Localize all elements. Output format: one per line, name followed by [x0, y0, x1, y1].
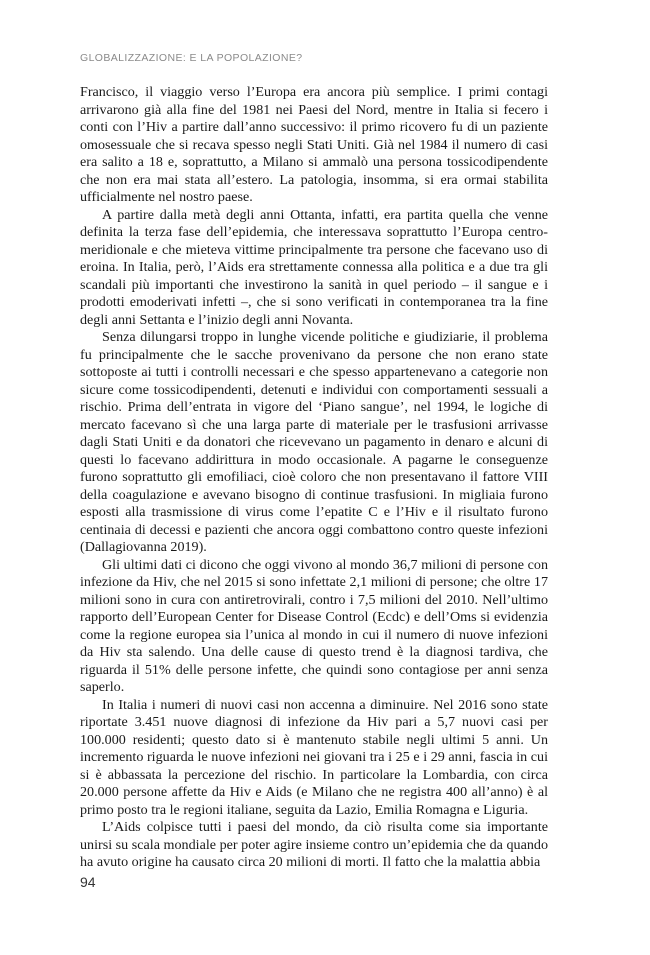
paragraph: Gli ultimi dati ci dicono che oggi vivono al mondo 36,7 milioni di persone con infezione da Hiv, che nel 2015 si sono infettate 2,1 milioni di persone; che oltre 17 milioni sono in cura con antiretrovirali, contro i 7,5 milioni del 2010. Nell’ultimo rapporto dell’European Center for Disease Control (Ecdc) e dell’Oms si evidenzia come la regione europea sia l’unica al mondo in cui il numero di nuove infezioni da Hiv sta salendo. Una delle cause di questo trend è la diagnosi tardiva, che riguarda il 51% delle persone infette, che quindi sono contagiose per anni senza saperlo. [80, 556, 548, 695]
body-text [80, 84, 548, 872]
paragraph: Senza dilungarsi troppo in lunghe vicende politiche e giudiziarie, il problema fu principalmente che le sacche provenivano da persone che non erano state sottoposte ai tutti i controlli necessari e che spesso appartenevano a categorie non sicure come tossicodipendenti, detenuti e individui con comportamenti sessuali a rischio. Prima dell’entrata in vigore del ‘Piano sangue’, nel 1994, le logiche di mercato facevano sì che una larga parte di materiale per le trasfusioni arrivasse dagli Stati Uniti e da donatori che ricevevano un pagamento in denaro e alcuni di questi lo facevano addirittura in modo occasionale. A pagarne le conseguenze furono soprattutto gli emofiliaci, cioè coloro che non presentavano il fattore VIII della coagulazione e avevano bisogno di continue trasfusioni. In migliaia furono esposti alla trasmissione di virus come l’epatite C e l’Hiv e il risultato furono centinaia di decessi e pazienti che ancora oggi combattono contro queste infezioni (Dallagiovanna 2019). [80, 329, 548, 555]
page-number: 94 [80, 874, 96, 890]
paragraph: Francisco, il viaggio verso l’Europa era ancora più semplice. I primi contagi arrivarono già alla fine del 1981 nei Paesi del Nord, mentre in Italia si fecero i conti con l’Hiv a partire dall’anno successivo: il primo ricovero fu di un paziente omosessuale che si recava spesso negli Stati Uniti. Già nel 1984 il numero di casi era salito a 18 e, soprattutto, a Milano si ammalò una persona tossicodipendente che non era mai stata all’estero. La patologia, insomma, si era ormai stabilita ufficialmente nel nostro paese. [80, 84, 548, 205]
running-header: GLOBALIZZAZIONE: E LA POPOLAZIONE? [80, 52, 303, 64]
paragraph: In Italia i numeri di nuovi casi non accenna a diminuire. Nel 2016 sono state riportate 3.451 nuove diagnosi di infezione da Hiv pari a 5,7 nuovi casi per 100.000 residenti; questo dato si è mantenuto stabile negli ultimi 5 anni. Un incremento riguarda le nuove infezioni nei giovani tra i 25 e i 29 anni, fascia in cui si è abbassata la percezione del rischio. In particolare la Lombardia, con circa 20.000 persone affette da Hiv e Aids (e Milano che ne registra 400 all’anno) è al primo posto tra le regioni italiane, seguita da Lazio, Emilia Romagna e Liguria. [80, 696, 548, 818]
paragraph: A partire dalla metà degli anni Ottanta, infatti, era partita quella che venne definita la terza fase dell’epidemia, che interessava soprattutto l’Europa centro-meridionale e che mieteva vittime principalmente tra persone che facevano uso di eroina. In Italia, però, l’Aids era strettamente connessa alla politica e a due tra gli scandali più importanti che investirono la sanità in quel periodo – il sangue e i prodotti emoderivati infetti –, che si sono verificati in contemporanea tra la fine degli anni Settanta e l’inizio degli anni Novanta. [80, 206, 548, 328]
paragraph: L’Aids colpisce tutti i paesi del mondo, da ciò risulta come sia importante unirsi su scala mondiale per poter agire insieme contro un’epidemia che da quando ha avuto origine ha causato circa 20 milioni di morti. Il fatto che la malattia abbia [80, 819, 548, 870]
